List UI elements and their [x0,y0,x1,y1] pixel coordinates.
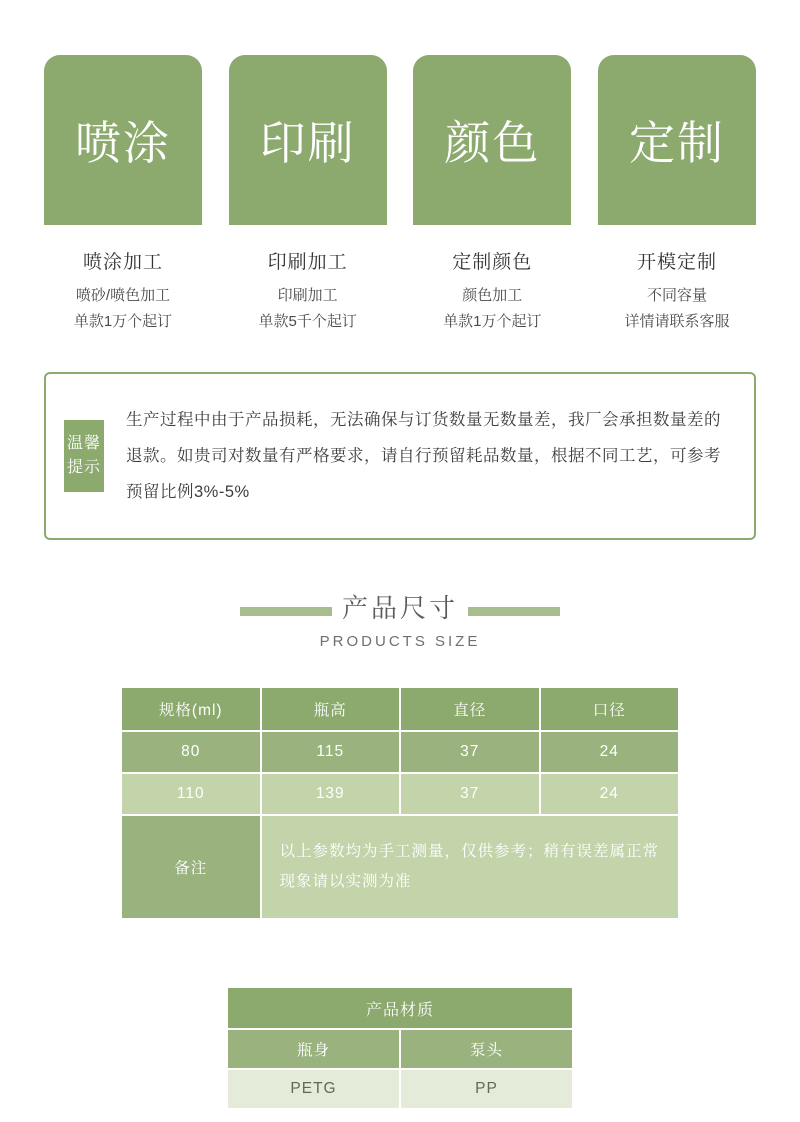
material-value-cell: PP [401,1070,572,1108]
table-cell: 80 [122,732,260,772]
table-header-cell: 直径 [401,688,539,730]
material-table-title-row [228,988,572,1028]
service-badge-label: 喷涂 [75,117,171,169]
service-title: 印刷加工 [267,252,348,273]
service-title: 定制颜色 [452,252,533,273]
material-table-value-row [228,1070,572,1108]
product-material-table [226,986,574,1110]
section-title-en: PRODUCTS SIZE [319,633,481,650]
title-rule-left-icon [240,607,332,616]
notice-box [44,372,756,540]
table-header-cell: 瓶高 [262,688,400,730]
section-title-main-wrap [332,588,468,625]
service-detail-line: 印刷加工 [277,287,338,304]
service-card [229,55,387,334]
service-detail-line: 单款1万个起订 [73,313,173,330]
notice-text: 生产过程中由于产品损耗，无法确保与订货数量无数量差，我厂会承担数量差的退款。如贵司对数量有严格要求，请自行预留耗品数量，根据不同工艺，可参考预留比例3%-5% [126,411,721,501]
table-row [122,774,678,814]
table-cell: 139 [262,774,400,814]
table-cell: 37 [401,732,539,772]
service-badge [413,55,571,225]
service-detail-line: 颜色加工 [462,287,523,304]
service-detail-line: 不同容量 [646,287,707,304]
table-cell: 24 [541,774,679,814]
service-badge [44,55,202,225]
title-rule-right-icon [468,607,560,616]
service-badge-label: 印刷 [259,117,356,169]
material-table-title: 产品材质 [228,988,572,1028]
section-title-cn: 产品尺寸 [341,593,458,623]
table-header-cell: 口径 [541,688,679,730]
service-badge [229,55,387,225]
service-badge-label: 定制 [628,117,725,169]
service-cards [0,0,800,334]
table-row [122,732,678,772]
table-note-row [122,816,678,918]
service-detail-line: 单款5千个起订 [258,313,357,330]
material-table-header-row [228,1030,572,1068]
section-title [0,588,800,650]
service-title: 喷涂加工 [82,252,163,273]
service-badge [598,55,756,225]
table-note-text: 以上参数均为手工测量，仅供参考；稍有误差属正常现象请以实测为准 [262,816,679,918]
service-detail-line: 详情请联系客服 [624,313,730,330]
table-cell: 24 [541,732,679,772]
table-cell: 37 [401,774,539,814]
service-card [598,55,756,334]
service-card [44,55,202,334]
table-cell: 115 [262,732,400,772]
service-detail-line: 喷砂/喷色加工 [75,287,171,304]
notice-tag: 温馨提示 [64,420,104,492]
service-detail-line: 单款1万个起订 [443,313,542,330]
service-card [413,55,571,334]
service-badge-label: 颜色 [444,117,541,169]
table-cell: 110 [122,774,260,814]
table-note-label: 备注 [122,816,260,918]
product-size-table [120,686,680,920]
material-value-cell: PETG [228,1070,399,1108]
table-header-row [122,688,678,730]
material-header-cell: 泵头 [401,1030,572,1068]
table-header-cell: 规格(ml) [122,688,260,730]
service-title: 开模定制 [636,252,717,273]
material-header-cell: 瓶身 [228,1030,399,1068]
